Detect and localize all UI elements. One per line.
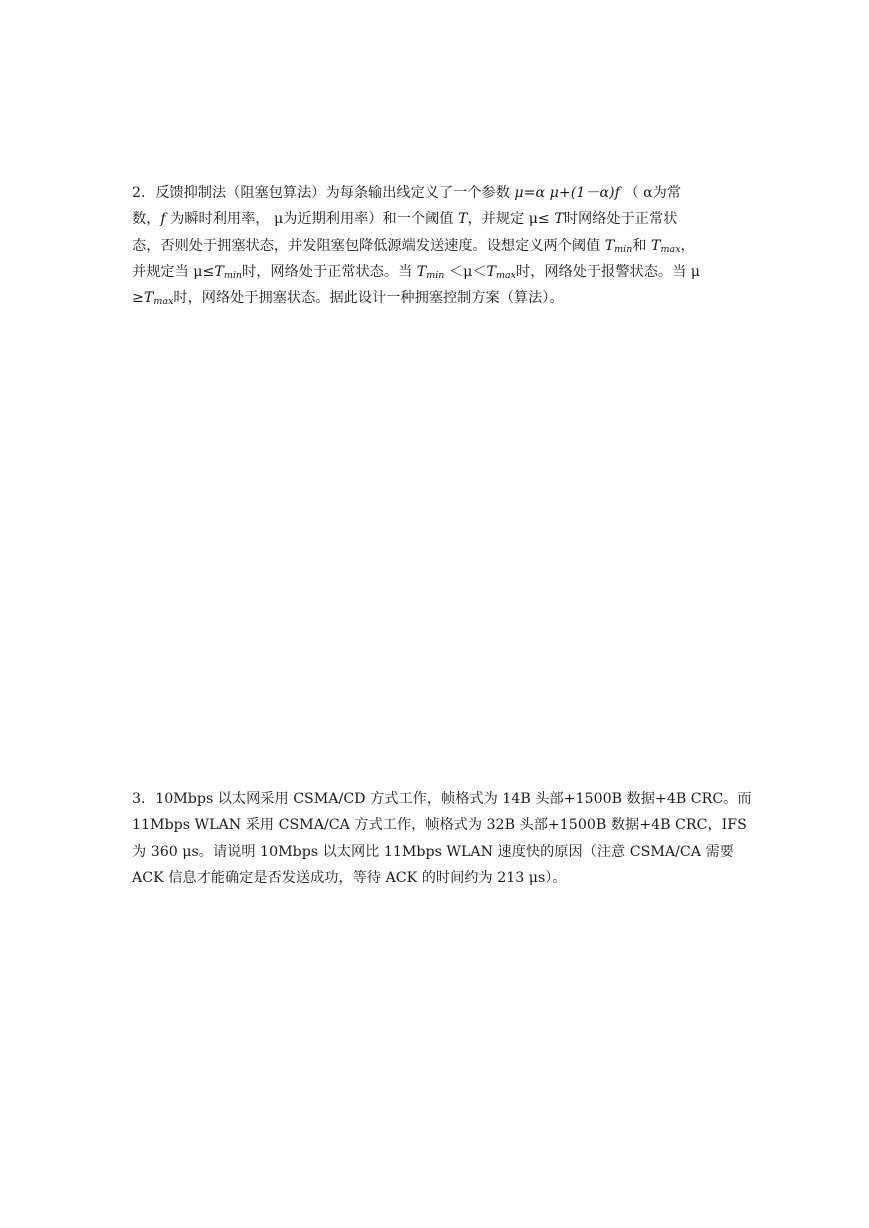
variable-tmax: T <box>486 263 496 280</box>
text-segment: ， <box>680 237 695 254</box>
text-segment: 时，网络处于拥塞状态。据此设计一种拥塞控制方案（算法）。 <box>173 290 564 307</box>
variable-tmin: T <box>416 263 427 280</box>
variable-tmax: T <box>143 290 154 307</box>
subscript-max: max <box>496 269 517 281</box>
text-segment: ，并规定 μ≤ <box>467 211 555 228</box>
text-segment: 时，网络处于正常状态。当 <box>242 263 417 280</box>
question-3 <box>132 786 752 891</box>
question-number: 2． <box>132 185 156 201</box>
variable-tmin: T <box>214 263 224 280</box>
subscript-max: max <box>660 243 681 255</box>
text-segment: 数， <box>132 211 161 228</box>
text-segment: 时网络处于正常状 <box>563 211 678 228</box>
text-segment: ＜μ＜ <box>444 263 487 280</box>
text-segment: ≥ <box>132 290 144 307</box>
variable-t: T <box>554 211 564 228</box>
question-2-line-2 <box>132 206 742 232</box>
text-segment: 为瞬时利用率， μ为近期利用率）和一个阈值 <box>165 211 458 228</box>
question-2-line-4 <box>132 259 742 285</box>
subscript-max: max <box>153 296 174 308</box>
text-segment: 并规定当 μ≤ <box>132 263 215 280</box>
question-3-line-4: ACK 信息才能确定是否发送成功，等待 ACK 的时间约为 213 μs）。 <box>132 869 567 886</box>
question-2-line-1 <box>132 180 742 206</box>
question-2-line-5 <box>132 285 742 311</box>
text-segment: （ α为常 <box>624 185 682 201</box>
subscript-min: min <box>426 269 445 281</box>
variable-t: T <box>457 211 468 228</box>
text-segment: 和 <box>632 237 652 254</box>
question-2 <box>132 180 742 311</box>
subscript-min: min <box>223 269 243 281</box>
text-segment: 反馈抑制法（阻塞包算法）为每条输出线定义了一个参数 <box>155 185 515 201</box>
text-segment: 时，网络处于报警状态。当 μ <box>516 263 701 280</box>
text-segment: 态，否则处于拥塞状态，并发阻塞包降低源端发送速度。设想定义两个阈值 <box>132 237 605 254</box>
subscript-min: min <box>614 243 633 255</box>
question-3-line-1: 3．10Mbps 以太网采用 CSMA/CD 方式工作，帧格式为 14B 头部+1500B 数据+4B CRC。而 <box>132 791 752 807</box>
question-3-line-3: 为 360 μs。请说明 10Mbps 以太网比 11Mbps WLAN 速度快的原因（注意 CSMA/CA 需要 <box>132 843 734 860</box>
variable-tmin: T <box>604 237 615 254</box>
variable-tmax: T <box>651 237 661 254</box>
formula: μ=α μ+(1－α)f <box>514 185 620 201</box>
question-2-line-3 <box>132 233 742 259</box>
question-3-line-2: 11Mbps WLAN 采用 CSMA/CA 方式工作，帧格式为 32B 头部+1500B 数据+4B CRC，IFS <box>132 817 747 834</box>
variable-f: f <box>160 211 166 228</box>
